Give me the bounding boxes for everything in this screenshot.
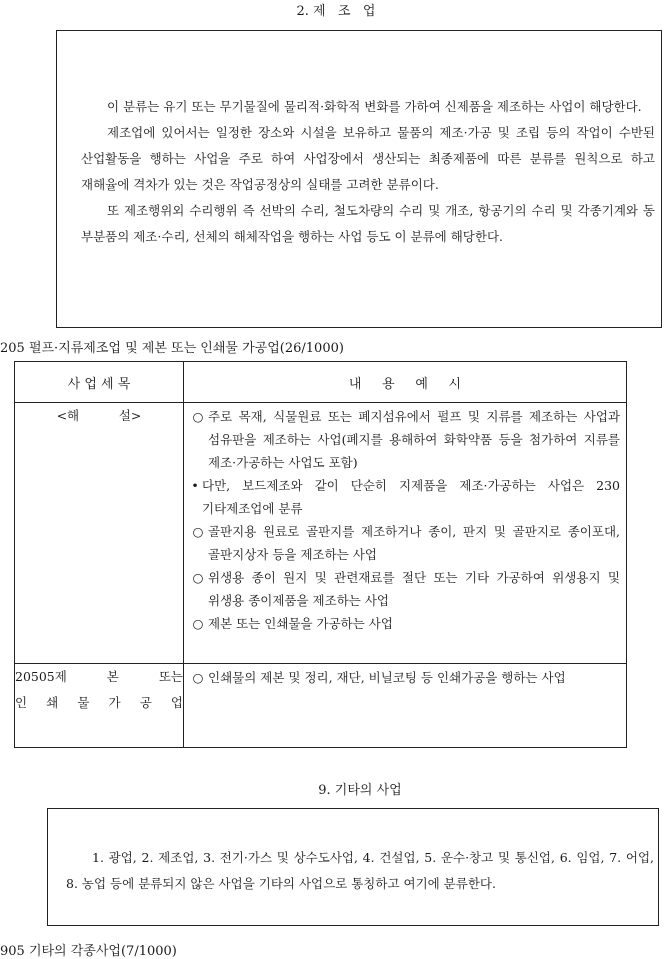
list-item [188,566,620,612]
table-header-row [15,362,627,403]
column-header-examples: 내 용 예 시 [184,362,627,403]
list-item [188,474,620,520]
dot-bullet-icon: • [191,478,199,493]
section-title-other-business: 9. 기타의 사업 [318,783,402,798]
list-item-text: 제본 또는 인쇄물을 가공하는 사업 [208,616,393,631]
list-item-text: 다만, 보드제조와 같이 단순히 지제품을 제조·가공하는 사업은 230 기타제조업에 분류 [202,478,620,516]
list-item [188,666,620,689]
circle-bullet-icon: ○ [192,570,204,585]
list-item [188,405,620,474]
row-label-cell [15,664,184,748]
section-title-manufacturing: 2. 제 조 업 [296,4,376,19]
footer-heading: 905 기타의 각종사업(7/1000) [0,944,177,959]
list-item-text: 골판지용 원료로 골판지를 제조하거나 종이, 판지 및 골판지로 종이포대, 골판지상자 등을 제조하는 사업 [208,524,620,562]
circle-bullet-icon: ○ [192,616,204,631]
row-content-cell [184,403,627,664]
table-row [15,403,627,664]
paragraph: 제조업에 있어서는 일정한 장소와 시설을 보유하고 물품의 제조·가공 및 조립 등의 작업이 수반된 산업활동을 행하는 사업을 주로 하여 사업장에서 생산되는 최종제품에 따른 분류를 원칙으로 하고 재해율에 격차가 있는 것은 작업공정상의 실태를 고려한 분류이다. [81,125,655,192]
paragraph: 1. 광업, 2. 제조업, 3. 전기·가스 및 상수도사업, 4. 건설업, 5. 운수·창고 및 통신업, 6. 임업, 7. 어업, 8. 농업 등에 분류되지 않은 사업을 기타의 사업으로 통칭하고 여기에 분류한다. [66,850,654,891]
classification-table [14,361,627,748]
list-item-text: 주로 목재, 식물원료 또는 폐지섬유에서 펄프 및 지류를 제조하는 사업과 섬유판을 제조하는 사업(폐지를 용해하여 화학약품 등을 첨가하여 지류를 제조·가공하는 사업도 포함) [208,409,620,470]
list-item-text: 위생용 종이 원지 및 관련재료를 절단 또는 기타 가공하여 위생용지 및 위생용 종이제품을 제조하는 사업 [208,570,620,608]
row-label-explanation: <해 설> [56,408,142,423]
circle-bullet-icon: ○ [192,670,204,685]
manufacturing-description [81,94,655,250]
column-header-category: 사 업 세 목 [15,362,184,403]
manufacturing-description-box [56,30,662,328]
paragraph: 이 분류는 유기 또는 무기물질에 물리적·화학적 변화를 가하여 신제품을 제조하는 사업이 해당한다. [107,99,642,114]
row-label-line: 인 쇄 물 가 공 업 [15,695,183,710]
table-row [15,664,627,748]
other-business-description-box [47,808,659,926]
row-content-cell [184,664,627,748]
list-item [188,520,620,566]
list-item-text: 인쇄물의 제본 및 정리, 재단, 비닐코팅 등 인쇄가공을 행하는 사업 [208,670,566,685]
circle-bullet-icon: ○ [192,409,204,424]
circle-bullet-icon: ○ [192,524,204,539]
row-label-line: 20505제 본 또는 [15,669,183,684]
list-item [188,612,620,635]
row-label-cell [15,403,184,664]
other-business-description [66,845,654,897]
table-heading: 205 펄프·지류제조업 및 제본 또는 인쇄물 가공업(26/1000) [0,341,344,356]
paragraph: 또 제조행위외 수리행위 즉 선박의 수리, 철도차량의 수리 및 개조, 항공기의 수리 및 각종기계와 동 부분품의 제조·수리, 선체의 해체작업을 행하는 사업 등도 이 분류에 해당한다. [81,203,655,244]
